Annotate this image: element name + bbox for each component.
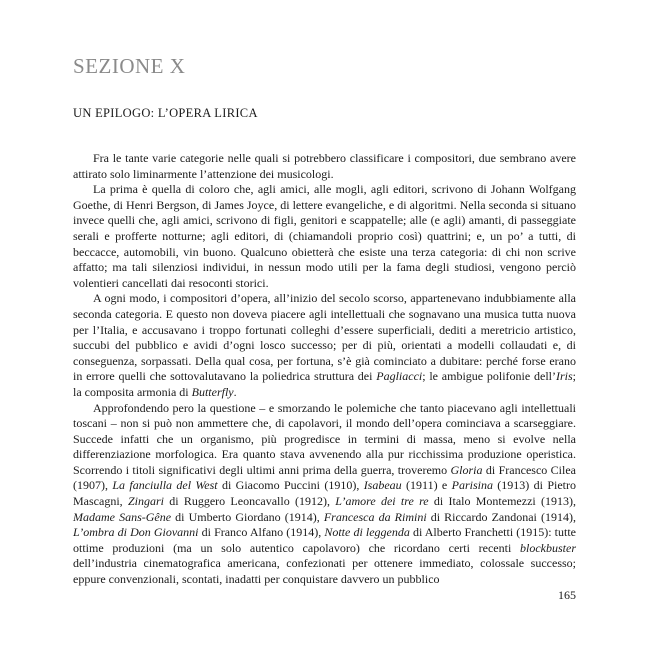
text-run: (1913) di Pietro Mascagni, xyxy=(73,478,576,509)
opera-title: Zingari xyxy=(127,494,164,509)
paragraph-1: Fra le tante varie categorie nelle quali si potrebbero classificare i compositori, due sembrano avere attirato solo liminarmente l’attenzione dei musicologi. xyxy=(73,151,576,181)
opera-title: Madame Sans-Gêne xyxy=(73,509,172,524)
opera-title: Iris xyxy=(555,369,573,384)
opera-title: Isabeau xyxy=(363,478,402,493)
opera-title: L’amore dei tre re xyxy=(335,494,429,509)
text-run: Approfondendo pero la questione – e smorzando le polemiche che tanto piacevano agli intellettuali toscani – non si può non ammettere che, di capolavori, il mondo dell’opera cominciava a scarseggiare. Succede infatti che un organismo, più progredisce in termini di massa, meno si evolve nella differenziazione morfologica. Era quanto stava avvenendo alla pur ricchissima produzione operistica. Scorrendo i titoli significativi degli ultimi anni prima della guerra, troveremo xyxy=(73,400,576,477)
page-number: 165 xyxy=(558,588,576,602)
emphasized-term: blockbuster xyxy=(520,540,576,555)
text-run: di Alberto Franchetti (1915): tutte ottime produzioni (ma un solo autentico capolavoro) che ricordano certi recenti xyxy=(73,525,577,555)
opera-title: Butterfly xyxy=(191,384,234,399)
opera-title: Gloria xyxy=(450,462,483,477)
text-run: ; la composita armonia di xyxy=(73,369,576,399)
text-run: dell’industria cinematografica americana, confezionati per ottenere immediato, colossale successo; eppure convenzionali, scontati, inadatti per conquistare davvero un pubblico xyxy=(73,556,576,587)
text-run: di Italo Montemezzi (1913), xyxy=(428,494,576,509)
paragraph-2: La prima è quella di coloro che, agli amici, alle mogli, agli editori, scrivono di Johann Wolfgang Goethe, di Henri Bergson, di James Joyce, di lettere evangeliche, e di algoritmi. Nella seconda si situano invece quelli che, agli amici, scrivono di figli, genitori e scappatelle; alle (e agli) amanti, di passeggiate serali e profferte notturne; agli editori, di (chiamandoli proprio così) quattrini; e, un po’ a tutti, di beccacce, automobili, vin buono. Qualcuno obietterà che esiste una terza categoria: di chi non scrive affatto; ma tali silenziosi individui, in nessun modo utili per la fama degli studiosi, vengono perciò volentieri cancellati dai resoconti storici. xyxy=(73,182,576,290)
text-run: di Giacomo Puccini (1910), xyxy=(217,478,364,493)
opera-title: Pagliacci xyxy=(376,369,423,384)
opera-title: Notte di leggenda xyxy=(324,525,410,540)
text-run: di Francesco Cilea (1907), xyxy=(73,462,576,493)
text-run: (1911) e xyxy=(401,478,452,493)
paragraph-4 xyxy=(73,401,576,588)
text-run: di Ruggero Leoncavallo (1912), xyxy=(163,494,336,509)
opera-title: Francesca da Rimini xyxy=(323,509,427,524)
opera-title: Parisina xyxy=(451,478,493,493)
text-run: . xyxy=(233,384,237,399)
chapter-title: UN EPILOGO: L’OPERA LIRICA xyxy=(73,106,258,120)
text-run: A ogni modo, i compositori d’opera, all’inizio del secolo scorso, appartenevano indubbiamente alla seconda categoria. E questo non doveva piacere agli intellettuali che sognavano una musica tutta nuova per l’Italia, e accusavano i troppo fortunati colleghi d’essere superficiali, dediti a meretricio artistico, succubi del pubblico e avidi d’ogni losco successo; per di più, orientati a modelli collaudati e, di conseguenza, sorpassati. Della qual cosa, per fortuna, s’è già cominciato a dubitare: perché forse erano in errore quelli che sottovalutavano la poliedrica struttura dei xyxy=(73,291,576,384)
body-text xyxy=(73,151,576,588)
opera-title: La fanciulla del West xyxy=(112,478,218,493)
section-title: SEZIONE X xyxy=(73,54,186,78)
paragraph-3 xyxy=(73,291,576,400)
text-run: di Riccardo Zandonai (1914), xyxy=(426,509,576,524)
opera-title: L’ombra di Don Giovanni xyxy=(73,525,199,540)
text-run: di Franco Alfano (1914), xyxy=(198,525,325,540)
text-run: ; le ambigue polifonie dell’ xyxy=(422,369,556,384)
text-run: di Umberto Giordano (1914), xyxy=(171,509,324,524)
